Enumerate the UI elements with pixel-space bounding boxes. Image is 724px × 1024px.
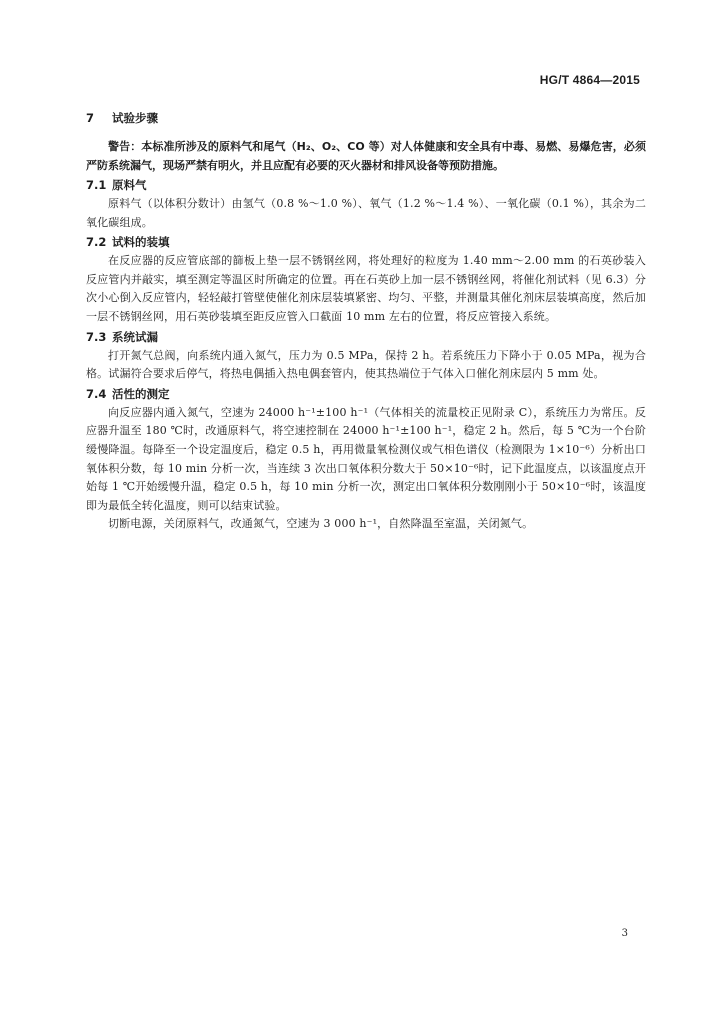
section-number: 7.2	[86, 235, 107, 250]
section-number: 7	[86, 111, 95, 125]
section-title: 原料气	[112, 178, 147, 192]
section-7-4-heading	[86, 386, 646, 403]
standard-code: HG/T 4864—2015	[539, 73, 640, 87]
section-title: 试验步骤	[112, 111, 158, 125]
section-7-heading	[86, 110, 646, 127]
section-7-2-heading	[86, 234, 646, 251]
section-title: 试料的装填	[112, 235, 170, 250]
section-7-1-heading	[86, 177, 646, 194]
section-number: 7.3	[86, 329, 107, 344]
paragraph-activity-test: 向反应器内通入氮气，空速为 24000 h⁻¹±100 h⁻¹（气体相关的流量校正见附录 C），系统压力为常压。反应器升温至 180 ℃时，改通原料气，将空速控制在 24000 h⁻¹±100 h⁻¹，稳定 2 h。然后，每 5 ℃为一个台阶缓慢降温。每降至一个设定温度后，稳定 0.5 h，再用微量氧检测仪或气相色谱仪（检测限为 1×10⁻⁶）分析出口氧体积分数，每 10 min 分析一次，当连续 3 次出口氧体积分数大于 50×10⁻⁶时，记下此温度点，以该温度点开始每 1 ℃开始缓慢升温，稳定 0.5 h，每 10 min 分析一次，测定出口氧体积分数刚刚小于 50×10⁻⁶时，该温度即为最低全转化温度，则可以结束试验。	[86, 405, 646, 512]
section-number: 7.4	[86, 386, 107, 401]
paragraph-sample-loading: 在反应器的反应管底部的篩板上垫一层不锈钢丝网，将处理好的粒度为 1.40 mm～2.00 mm 的石英砂装入反应管内并敲实，填至测定等温区时所确定的位置。再在石英砂上加一层不锈钢丝网，将催化剂试料（见 6.3）分次小心倒入反应管内，轻轻敲打管壁使催化剂床层装填紧密、均匀、平整，并测量其催化剂床层装填高度，然后加一层不锈钢丝网，用石英砂装填至距反应管入口截面 10 mm 左右的位置，将反应管接入系统。	[86, 254, 646, 323]
page-content	[86, 110, 646, 534]
paragraph-leak-test: 打开氮气总阀，向系统内通入氮气，压力为 0.5 MPa，保持 2 h。若系统压力下降小于 0.05 MPa，视为合格。试漏符合要求后停气，将热电偶插入热电偶套管内，使其热端位于气体入口催化剂床层内 5 mm 处。	[86, 348, 646, 381]
section-title: 系统试漏	[112, 329, 158, 344]
section-title: 活性的测定	[112, 386, 170, 401]
paragraph-shutdown: 切断电源，关闭原料气，改通氮气，空速为 3 000 h⁻¹，自然降温至室温，关闭氮气。	[108, 517, 534, 531]
page-number: 3	[621, 928, 628, 939]
section-number: 7.1	[86, 178, 107, 192]
section-7-3-heading	[86, 329, 646, 346]
safety-warning: 警告：本标准所涉及的原料气和尾气（H₂、O₂、CO 等）对人体健康和安全具有中毒、易燃、易爆危害，必须严防系统漏气，现场严禁有明火，并且应配有必要的灭火器材和排风设备等预防措施。	[86, 140, 646, 172]
paragraph-feed-gas: 原料气（以体积分数计）由氢气（0.8 %～1.0 %）、氧气（1.2 %～1.4 %）、一氧化碳（0.1 %），其余为二氧化碳组成。	[86, 197, 646, 229]
